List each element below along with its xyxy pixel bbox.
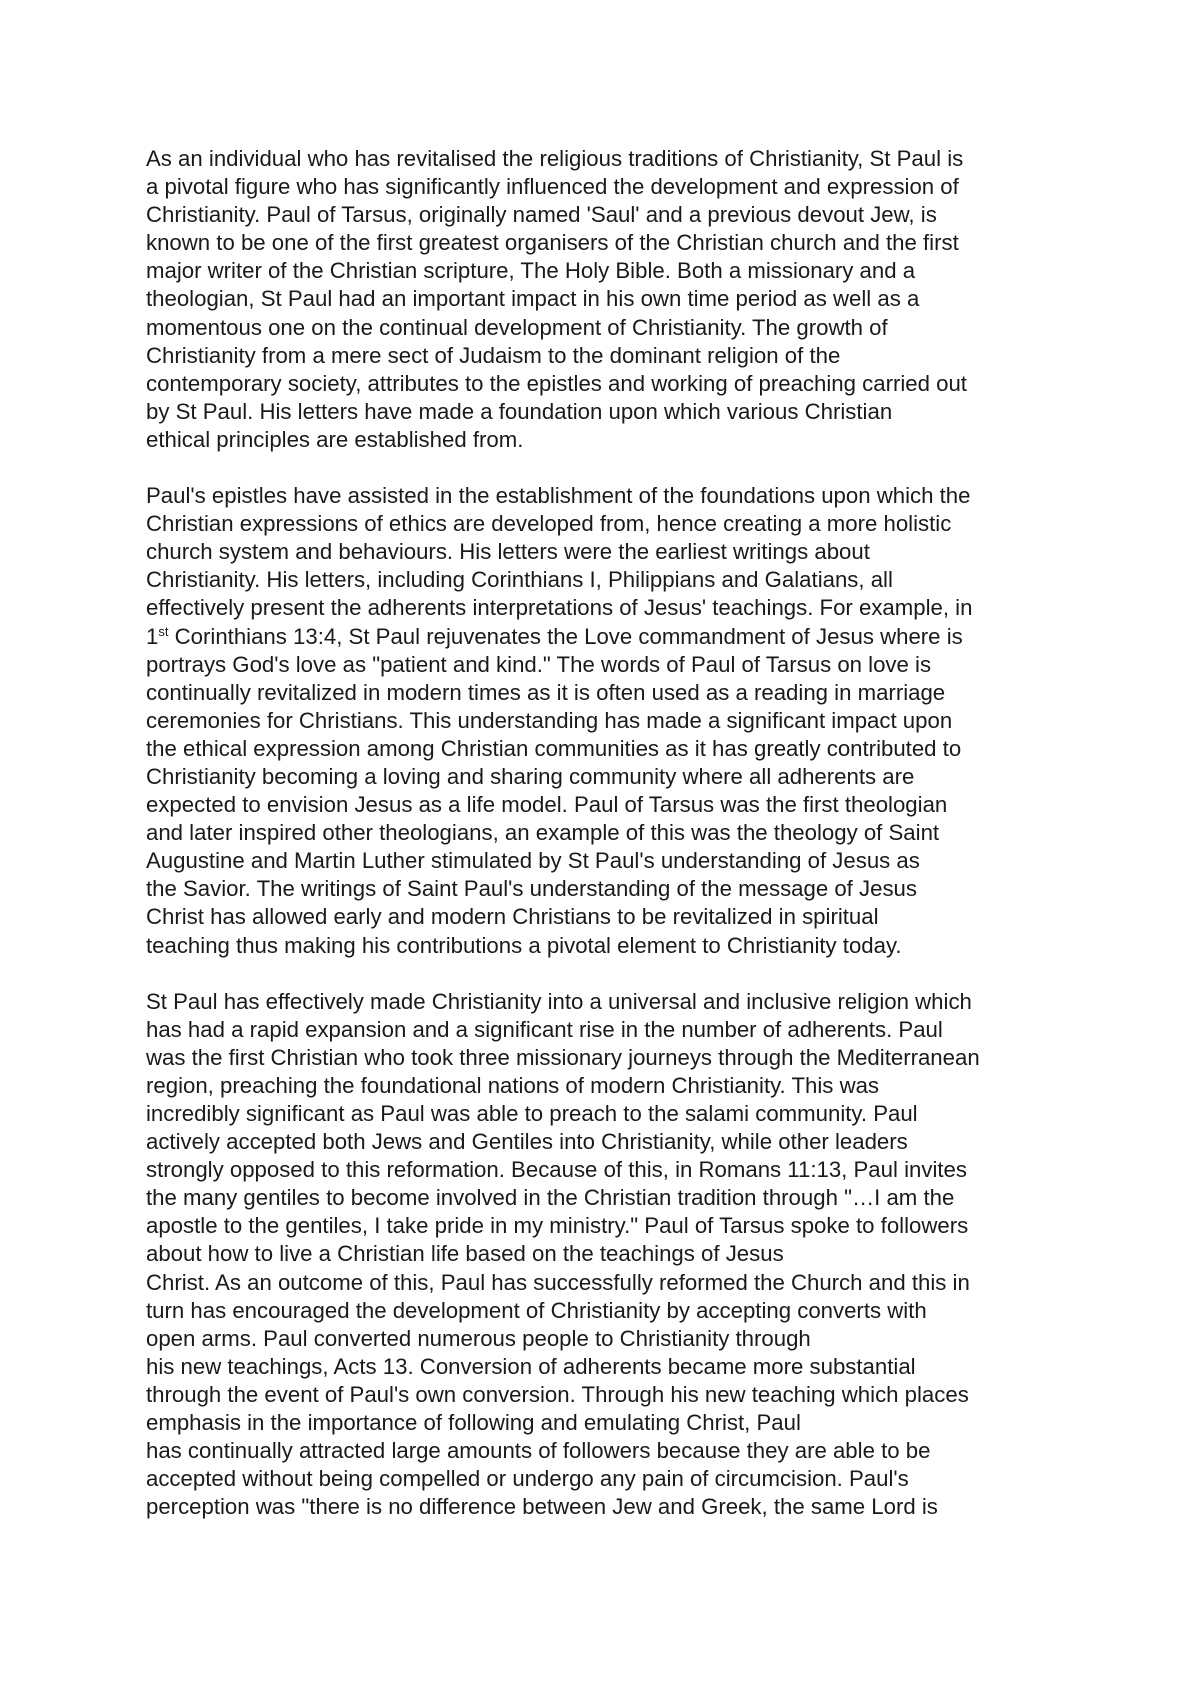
text-line: contemporary society, attributes to the epistles and working of preaching carried out	[146, 370, 967, 396]
text-line: and later inspired other theologians, an example of this was the theology of Saint	[146, 820, 940, 846]
text-line: actively accepted both Jews and Gentiles into Christianity, while other leaders	[146, 1129, 908, 1155]
text-line: teaching thus making his contributions a pivotal element to Christianity today.	[146, 932, 902, 958]
text-line: known to be one of the first greatest organisers of the Christian church and the first	[146, 230, 959, 256]
text-line: a pivotal figure who has significantly influenced the development and expression of	[146, 174, 959, 200]
ordinal-suffix: st	[158, 623, 169, 639]
ordinal-line-text: Corinthians 13:4, St Paul rejuvenates the Love commandment of Jesus where is	[168, 623, 963, 649]
text-line: momentous one on the continual development of Christianity. The growth of	[146, 314, 888, 340]
text-line: Christianity. Paul of Tarsus, originally named 'Saul' and a previous devout Jew, is	[146, 202, 937, 228]
document-body	[146, 145, 1086, 1549]
text-line: has continually attracted large amounts of followers because they are able to be	[146, 1438, 931, 1464]
text-line: has had a rapid expansion and a significant rise in the number of adherents. Paul	[146, 1016, 943, 1042]
text-line: the many gentiles to become involved in the Christian tradition through "…I am the	[146, 1185, 955, 1211]
text-line: St Paul has effectively made Christianity into a universal and inclusive religion which	[146, 988, 972, 1014]
text-line: open arms. Paul converted numerous people to Christianity through	[146, 1325, 811, 1351]
text-line: As an individual who has revitalised the religious traditions of Christianity, St Paul is	[146, 146, 964, 171]
text-line: perception was "there is no difference between Jew and Greek, the same Lord is	[146, 1494, 938, 1520]
text-line: theologian, St Paul had an important impact in his own time period as well as a	[146, 286, 920, 312]
text-line: effectively present the adherents interpretations of Jesus' teachings. For example, in	[146, 595, 973, 621]
ordinal-line	[146, 623, 1086, 651]
text-line: Christ has allowed early and modern Christians to be revitalized in spiritual	[146, 904, 879, 930]
text-line: Christ. As an outcome of this, Paul has successfully reformed the Church and this in	[146, 1269, 970, 1295]
text-line: region, preaching the foundational nations of modern Christianity. This was	[146, 1072, 880, 1098]
ordinal-number: 1	[146, 623, 159, 649]
text-line: about how to live a Christian life based on the teachings of Jesus	[146, 1241, 784, 1267]
paragraph-3	[146, 988, 1086, 1522]
text-line: his new teachings, Acts 13. Conversion of adherents became more substantial	[146, 1353, 916, 1379]
text-line: expected to envision Jesus as a life model. Paul of Tarsus was the first theologian	[146, 792, 948, 818]
text-line: Christianity becoming a loving and sharing community where all adherents are	[146, 763, 915, 789]
text-line: Christianity. His letters, including Corinthians I, Philippians and Galatians, all	[146, 567, 893, 593]
text-line: ceremonies for Christians. This understanding has made a significant impact upon	[146, 707, 953, 733]
text-line: apostle to the gentiles, I take pride in my ministry." Paul of Tarsus spoke to followers	[146, 1213, 969, 1239]
paragraph-1	[146, 145, 1086, 454]
paragraph-2	[146, 482, 1086, 960]
text-line: the Savior. The writings of Saint Paul's understanding of the message of Jesus	[146, 876, 917, 902]
text-line: accepted without being compelled or undergo any pain of circumcision. Paul's	[146, 1466, 909, 1492]
text-line: continually revitalized in modern times as it is often used as a reading in marriage	[146, 679, 946, 705]
text-line: incredibly significant as Paul was able to preach to the salami community. Paul	[146, 1101, 918, 1126]
text-line: strongly opposed to this reformation. Because of this, in Romans 11:13, Paul invites	[146, 1157, 967, 1183]
text-line: ethical principles are established from.	[146, 426, 524, 452]
text-line: Christian expressions of ethics are developed from, hence creating a more holistic	[146, 511, 952, 537]
text-line: portrays God's love as "patient and kind." The words of Paul of Tarsus on love is	[146, 651, 932, 677]
text-line: major writer of the Christian scripture, The Holy Bible. Both a missionary and a	[146, 258, 916, 284]
text-line: by St Paul. His letters have made a foundation upon which various Christian	[146, 398, 893, 424]
text-line: the ethical expression among Christian communities as it has greatly contributed to	[146, 735, 962, 761]
text-line: Augustine and Martin Luther stimulated by St Paul's understanding of Jesus as	[146, 848, 920, 874]
text-line: through the event of Paul's own conversion. Through his new teaching which places	[146, 1381, 969, 1407]
text-line: turn has encouraged the development of Christianity by accepting converts with	[146, 1297, 927, 1323]
text-line: Paul's epistles have assisted in the establishment of the foundations upon which the	[146, 483, 971, 509]
text-line: Christianity from a mere sect of Judaism to the dominant religion of the	[146, 342, 841, 368]
text-line: was the first Christian who took three missionary journeys through the Mediterranean	[146, 1044, 980, 1070]
text-line: church system and behaviours. His letters were the earliest writings about	[146, 539, 870, 565]
text-line: emphasis in the importance of following and emulating Christ, Paul	[146, 1410, 801, 1436]
